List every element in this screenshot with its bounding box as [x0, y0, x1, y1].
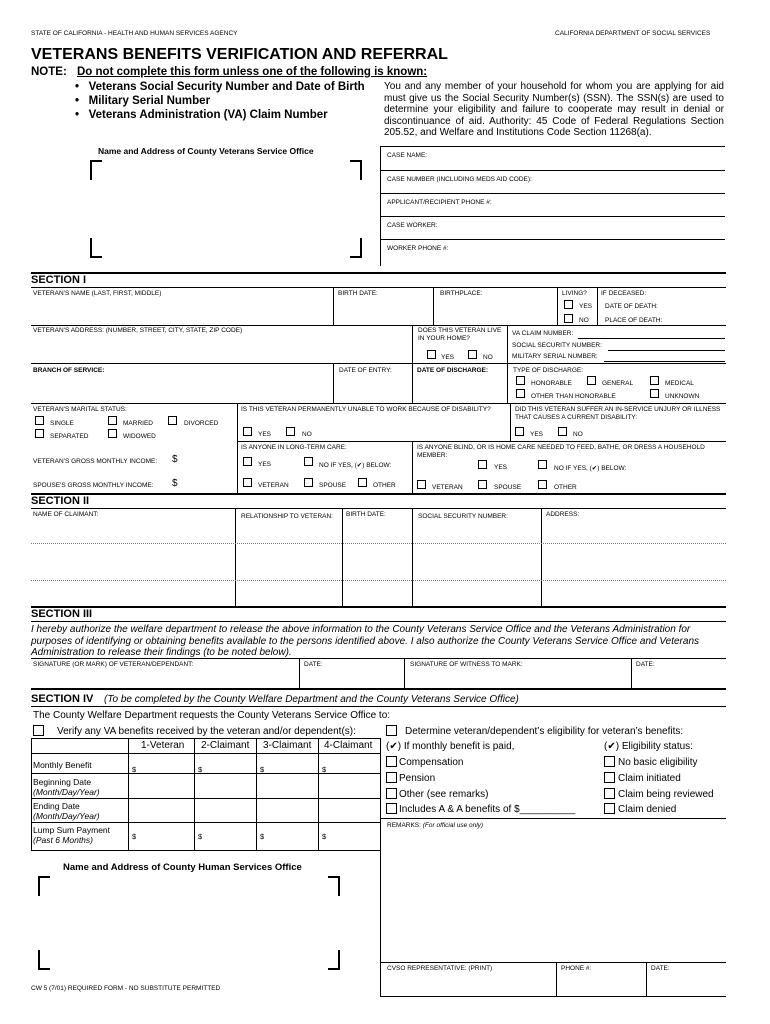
widowed-label: WIDOWED: [123, 433, 156, 440]
witness-signature-field[interactable]: SIGNATURE OF WITNESS TO MARK:: [410, 661, 523, 668]
address-corner: [328, 876, 340, 896]
yes-label: YES: [258, 431, 272, 438]
general-checkbox[interactable]: [587, 376, 596, 385]
living-label: LIVING?: [562, 290, 587, 297]
disabled-no-checkbox[interactable]: [286, 427, 295, 436]
yes-label: YES: [530, 431, 544, 438]
authorization-text: I hereby authorize the welfare department to release the above information to the County Veterans Service Office and the Veterans Administration for purposes of identifying or obtaining benefits available to the persons identified above. I also authorize the County Veterans Service Office and Veterans Administration to release their findings (to be noted below).: [31, 624, 700, 658]
medical-label: MEDICAL: [665, 380, 694, 387]
case-name-field[interactable]: CASE NAME:: [387, 152, 428, 159]
ltc-no-checkbox[interactable]: [304, 457, 313, 466]
long-term-care-question: IS ANYONE IN LONG-TERM CARE:: [241, 444, 347, 451]
aa-benefits-checkbox[interactable]: [386, 803, 397, 814]
homecare-other-checkbox[interactable]: [538, 480, 547, 489]
homecare-yes-checkbox[interactable]: [478, 460, 487, 469]
address-corner: [350, 238, 362, 258]
other-than-honorable-label: OTHER THAN HONORABLE: [531, 393, 616, 400]
va-claim-number-field[interactable]: VA CLAIM NUMBER:: [512, 330, 574, 337]
column-claimant-4: 4-Claimant: [324, 740, 373, 751]
yes-label: YES: [258, 461, 272, 468]
honorable-checkbox[interactable]: [516, 376, 525, 385]
cvso-date-field[interactable]: DATE:: [651, 965, 670, 972]
pension-checkbox[interactable]: [386, 772, 397, 783]
living-no-checkbox[interactable]: [564, 314, 573, 323]
claim-denied-label: Claim denied: [618, 804, 677, 815]
lives-home-no-checkbox[interactable]: [468, 350, 477, 359]
claim-initiated-checkbox[interactable]: [604, 772, 615, 783]
compensation-label: Compensation: [399, 757, 464, 768]
separated-label: SEPARATED: [50, 433, 89, 440]
form-title: VETERANS BENEFITS VERIFICATION AND REFERRAL: [31, 46, 448, 63]
dollar-sign: $: [260, 765, 265, 774]
disability-question: IS THIS VETERAN PERMANENTLY UNABLE TO WORK BECAUSE OF DISABILITY?: [241, 406, 491, 413]
department-header: CALIFORNIA DEPARTMENT OF SOCIAL SERVICES: [555, 30, 711, 37]
row-beginning-date: Beginning Date: [33, 777, 92, 787]
homecare-no-checkbox[interactable]: [538, 460, 547, 469]
place-of-death-field[interactable]: PLACE OF DEATH:: [605, 317, 663, 324]
spouse-label: SPOUSE: [319, 482, 347, 489]
row-date-format: (Month/Day/Year): [33, 787, 100, 797]
homecare-spouse-checkbox[interactable]: [478, 480, 487, 489]
ssn-notice: You and any member of your household for whom you are applying for aid must give us the Social Security Number(s) (SSN). The SSN(s) are used to determine your eligibility and failure to cooperate may result in denial or discontinuance of aid. Authority: 45 Code of Federal Regulations Section 205.52, and Welfare and Institutions Code Section 11268(a).: [384, 81, 724, 138]
medical-checkbox[interactable]: [650, 376, 659, 385]
ssn-field[interactable]: SOCIAL SECURITY NUMBER:: [512, 342, 602, 349]
claim-initiated-label: Claim initiated: [618, 773, 681, 784]
no-basic-eligibility-label: No basic eligibility: [618, 757, 698, 768]
dollar-sign: $: [322, 765, 327, 774]
date-of-discharge-field[interactable]: DATE OF DISCHARGE:: [417, 367, 489, 374]
worker-phone-field[interactable]: WORKER PHONE #:: [387, 245, 449, 252]
unknown-checkbox[interactable]: [650, 389, 659, 398]
ltc-spouse-checkbox[interactable]: [304, 478, 313, 487]
county-vso-label: Name and Address of County Veterans Service Office: [98, 146, 314, 156]
row-lump-sum: Lump Sum Payment: [33, 825, 111, 835]
no-if-yes-label: NO IF YES, (✔) BELOW:: [319, 462, 392, 469]
monthly-paid-label: (✔) If monthly benefit is paid,: [386, 741, 515, 752]
claimant-row[interactable]: [31, 580, 726, 581]
section-2-title: SECTION II: [31, 495, 90, 507]
yes-label: YES: [441, 354, 455, 361]
claimant-address-column: ADDRESS:: [546, 511, 580, 518]
dollar-sign: $: [132, 832, 137, 841]
address-corner: [90, 238, 102, 258]
type-of-discharge-label: TYPE OF DISCHARGE:: [513, 367, 584, 374]
lives-in-home-label: DOES THIS VETERAN LIVE IN YOUR HOME?: [418, 327, 502, 342]
divorced-label: DIVORCED: [184, 420, 219, 427]
spouse-income-field[interactable]: SPOUSE'S GROSS MONTHLY INCOME:: [33, 482, 154, 489]
county-hso-label: Name and Address of County Human Services Office: [63, 862, 302, 873]
dollar-sign: $: [172, 478, 178, 489]
date-of-entry-field[interactable]: DATE OF ENTRY:: [339, 367, 392, 374]
other-label: OTHER: [554, 484, 577, 491]
married-label: MARRIED: [123, 420, 153, 427]
row-monthly-benefit: Monthly Benefit: [33, 760, 92, 770]
remarks-field[interactable]: REMARKS: (For official use only): [387, 822, 484, 829]
home-care-question: IS ANYONE BLIND, OR IS HOME CARE NEEDED TO FEED, BATHE, OR DRESS A HOUSEHOLD MEMBER:: [417, 444, 705, 459]
column-claimant-3: 3-Claimant: [263, 740, 312, 751]
section-4-subtitle: (To be completed by the County Welfare Department and the County Veterans Service Office): [104, 694, 519, 705]
no-label: NO: [483, 354, 493, 361]
injury-no-checkbox[interactable]: [558, 427, 567, 436]
section-4-title: SECTION IV: [31, 693, 94, 705]
note-prefix: NOTE:: [31, 66, 67, 78]
form-footer: CW 5 (7/01) REQUIRED FORM - NO SUBSTITUTE PERMITTED: [31, 985, 221, 992]
divorced-checkbox[interactable]: [168, 416, 177, 425]
other-than-honorable-checkbox[interactable]: [516, 389, 525, 398]
no-label: NO: [302, 431, 312, 438]
veteran-label: VETERAN: [258, 482, 289, 489]
signature-date-field[interactable]: DATE:: [304, 661, 323, 668]
marital-status-label: VETERAN'S MARITAL STATUS:: [33, 406, 127, 413]
dollar-sign: $: [198, 832, 203, 841]
branch-of-service-field[interactable]: BRANCH OF SERVICE:: [33, 367, 105, 374]
other-label: OTHER: [373, 482, 396, 489]
birthplace-field[interactable]: BIRTHPLACE:: [440, 290, 483, 297]
ltc-other-checkbox[interactable]: [358, 478, 367, 487]
ltc-yes-checkbox[interactable]: [243, 457, 252, 466]
determine-eligibility-label: Determine veteran/dependent’s eligibility for veteran’s benefits:: [405, 726, 684, 737]
veteran-label: VETERAN: [432, 484, 463, 491]
request-text: The County Welfare Department requests the County Veterans Service Office to:: [33, 710, 391, 721]
dollar-sign: $: [172, 454, 178, 465]
widowed-checkbox[interactable]: [108, 429, 117, 438]
no-basic-eligibility-checkbox[interactable]: [604, 756, 615, 767]
single-checkbox[interactable]: [35, 416, 44, 425]
relationship-column: RELATIONSHIP TO VETERAN:: [241, 513, 333, 520]
row-date-format: (Month/Day/Year): [33, 811, 100, 821]
dollar-sign: $: [198, 765, 203, 774]
dollar-sign: $: [132, 765, 137, 774]
injury-yes-checkbox[interactable]: [515, 427, 524, 436]
injury-question: DID THIS VETERAN SUFFER AN IN-SERVICE UNJURY OR ILLNESS THAT CAUSES A CURRENT DISABILITY:: [515, 406, 721, 421]
address-corner: [350, 160, 362, 180]
section-1-title: SECTION I: [31, 274, 87, 286]
note-bullet-1: • Veterans Social Security Number and Date of Birth: [75, 81, 365, 93]
address-corner: [90, 160, 102, 180]
column-veteran: 1-Veteran: [141, 740, 185, 751]
military-serial-number-field[interactable]: MILITARY SERIAL NUMBER:: [512, 353, 598, 360]
other-remarks-checkbox[interactable]: [386, 788, 397, 799]
living-yes-checkbox[interactable]: [564, 300, 573, 309]
address-corner: [38, 950, 50, 970]
yes-label: YES: [494, 464, 508, 471]
veteran-name-field[interactable]: VETERAN'S NAME (LAST, FIRST, MIDDLE): [33, 290, 162, 297]
veteran-address-field[interactable]: VETERAN'S ADDRESS: (NUMBER, STREET, CITY, STATE, ZIP CODE): [33, 327, 243, 334]
no-label: NO: [579, 317, 589, 324]
claimant-name-column: NAME OF CLAIMANT:: [33, 511, 99, 518]
separated-checkbox[interactable]: [35, 429, 44, 438]
veteran-income-field[interactable]: VETERAN'S GROSS MONTHLY INCOME:: [33, 458, 158, 465]
ltc-veteran-checkbox[interactable]: [243, 478, 252, 487]
address-corner: [38, 876, 50, 896]
date-of-death-field[interactable]: DATE OF DEATH:: [605, 303, 658, 310]
married-checkbox[interactable]: [108, 416, 117, 425]
claim-reviewed-checkbox[interactable]: [604, 788, 615, 799]
compensation-checkbox[interactable]: [386, 756, 397, 767]
verify-benefits-label: Verify any VA benefits received by the veteran and/or dependent(s):: [57, 726, 356, 737]
homecare-veteran-checkbox[interactable]: [417, 480, 426, 489]
general-label: GENERAL: [602, 380, 634, 387]
dollar-sign: $: [322, 832, 327, 841]
if-deceased-label: IF DECEASED:: [601, 290, 647, 297]
disabled-yes-checkbox[interactable]: [243, 427, 252, 436]
yes-label: YES: [579, 303, 593, 310]
witness-date-field[interactable]: DATE:: [636, 661, 655, 668]
no-label: NO: [573, 431, 583, 438]
eligibility-status-label: (✔) Eligibility status:: [604, 741, 693, 752]
honorable-label: HONORABLE: [531, 380, 572, 387]
determine-eligibility-checkbox[interactable]: [386, 725, 397, 736]
aa-benefits-label: Includes A & A benefits of $__________: [399, 804, 576, 815]
dollar-sign: $: [260, 832, 265, 841]
case-number-field[interactable]: CASE NUMBER (INCLUDING MEDS AID CODE):: [387, 176, 532, 183]
cvso-representative-field[interactable]: CVSO REPRESENTATIVE: (PRINT): [387, 965, 493, 972]
lives-home-yes-checkbox[interactable]: [427, 350, 436, 359]
note-bullet-2: • Military Serial Number: [75, 95, 211, 107]
claimant-ssn-column: SOCIAL SECURITY NUMBER:: [418, 513, 508, 520]
cvso-phone-field[interactable]: PHONE #:: [561, 965, 592, 972]
verify-benefits-checkbox[interactable]: [33, 725, 44, 736]
claimant-row[interactable]: [31, 543, 726, 544]
claim-reviewed-label: Claim being reviewed: [618, 789, 714, 800]
column-claimant-2: 2-Claimant: [201, 740, 250, 751]
claimant-birth-column: BIRTH DATE:: [346, 511, 386, 518]
pension-label: Pension: [399, 773, 436, 784]
agency-header: STATE OF CALIFORNIA - HEALTH AND HUMAN SERVICES AGENCY: [31, 30, 238, 37]
row-past-6-months: (Past 6 Months): [33, 835, 93, 845]
note-text: Do not complete this form unless one of the following is known:: [77, 66, 428, 78]
row-ending-date: Ending Date: [33, 801, 80, 811]
other-remarks-label: Other (see remarks): [399, 789, 489, 800]
unknown-label: UNKNOWN: [665, 393, 700, 400]
single-label: SINGLE: [50, 420, 74, 427]
no-if-yes-label: NO IF YES, (✔) BELOW:: [554, 465, 627, 472]
signature-field[interactable]: SIGNATURE (OR MARK) OF VETERAN/DEPENDANT:: [33, 661, 194, 668]
section-3-title: SECTION III: [31, 608, 93, 620]
case-worker-field[interactable]: CASE WORKER:: [387, 222, 438, 229]
spouse-label: SPOUSE: [494, 484, 522, 491]
claim-denied-checkbox[interactable]: [604, 803, 615, 814]
applicant-phone-field[interactable]: APPLICANT/RECIPIENT PHONE #:: [387, 199, 492, 206]
address-corner: [328, 950, 340, 970]
birth-date-field[interactable]: BIRTH DATE:: [338, 290, 378, 297]
note-bullet-3: • Veterans Administration (VA) Claim Number: [75, 109, 328, 121]
